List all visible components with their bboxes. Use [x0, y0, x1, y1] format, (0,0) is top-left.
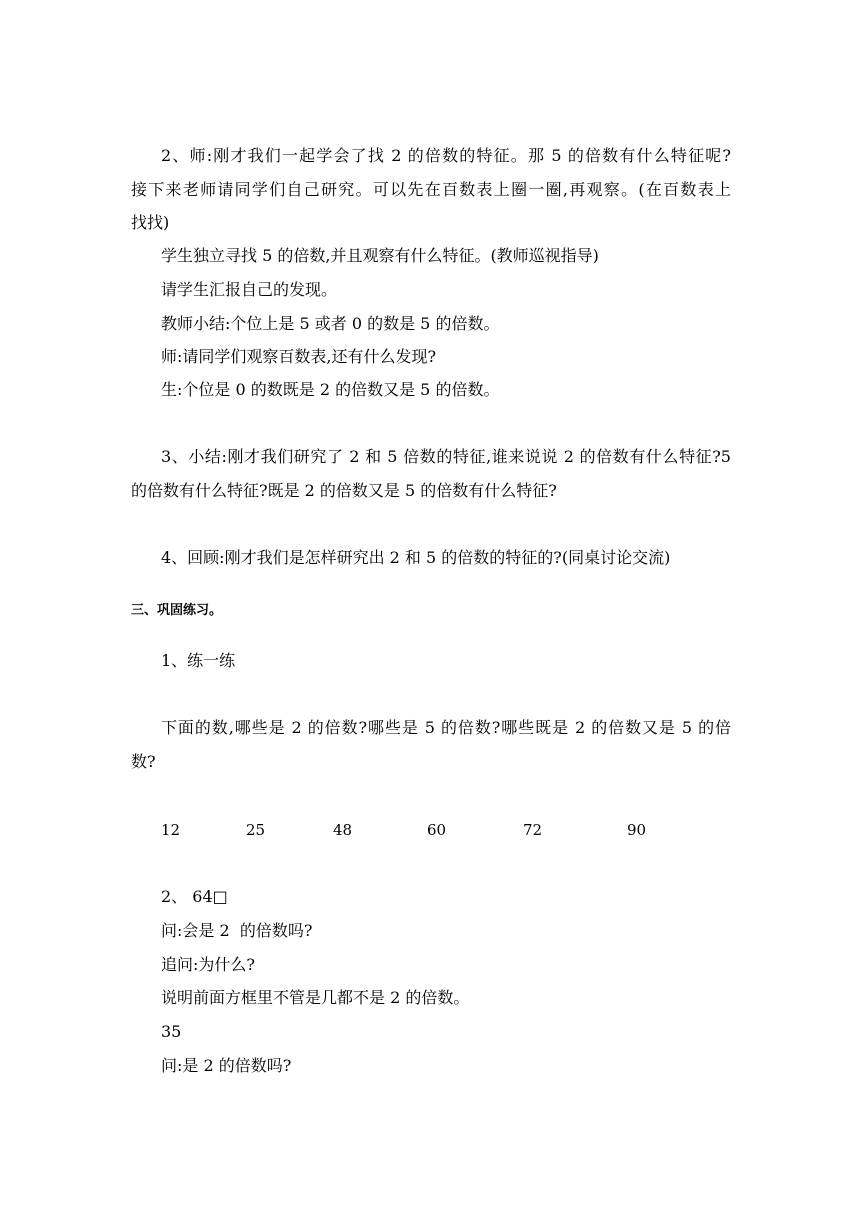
- paragraph-line: 数?: [131, 752, 156, 771]
- paragraph-line: 下面的数,哪些是 2 的倍数?哪些是 5 的倍数?哪些既是 2 的倍数又是 5 的倍: [161, 718, 731, 737]
- exercise-title: 1、练一练: [161, 651, 236, 670]
- paragraph-line: 4、回顾:刚才我们是怎样研究出 2 和 5 的倍数的特征的?(同桌讨论交流): [161, 548, 671, 567]
- number-item: 25: [246, 821, 266, 839]
- exercise-title: 2、 64□: [161, 887, 228, 906]
- paragraph-line: 师:请同学们观察百数表,还有什么发现?: [161, 347, 437, 366]
- paragraph-line: 学生独立寻找 5 的倍数,并且观察有什么特征。(教师巡视指导): [161, 246, 599, 265]
- paragraph-line: 问:是 2 的倍数吗?: [161, 1056, 292, 1075]
- paragraph-line: 生:个位是 0 的数既是 2 的倍数又是 5 的倍数。: [161, 380, 500, 399]
- paragraph-line: 说明前面方框里不管是几都不是 2 的倍数。: [161, 988, 470, 1007]
- number-item: 90: [627, 821, 647, 839]
- paragraph-line: 教师小结:个位上是 5 或者 0 的数是 5 的倍数。: [161, 314, 500, 333]
- paragraph-line: 追问:为什么?: [161, 955, 255, 974]
- number-item: 48: [333, 821, 353, 839]
- paragraph-line: 接下来老师请同学们自己研究。可以先在百数表上圈一圈,再观察。(在百数表上: [131, 180, 731, 199]
- paragraph-line: 找找): [131, 213, 170, 232]
- paragraph-line: 问:会是 2 的倍数吗?: [161, 921, 313, 940]
- paragraph-line: 的倍数有什么特征?既是 2 的倍数又是 5 的倍数有什么特征?: [131, 481, 557, 500]
- number-item: 60: [427, 821, 447, 839]
- paragraph-line: 3、小结:刚才我们研究了 2 和 5 倍数的特征,谁来说说 2 的倍数有什么特征?5: [161, 447, 731, 466]
- paragraph-line: 请学生汇报自己的发现。: [161, 280, 338, 299]
- paragraph-line: 2、师:刚才我们一起学会了找 2 的倍数的特征。那 5 的倍数有什么特征呢?: [161, 146, 731, 165]
- section-heading: 三、巩固练习。: [131, 603, 223, 618]
- paragraph-line: 35: [161, 1022, 182, 1041]
- number-item: 72: [523, 821, 543, 839]
- number-item: 12: [161, 821, 181, 839]
